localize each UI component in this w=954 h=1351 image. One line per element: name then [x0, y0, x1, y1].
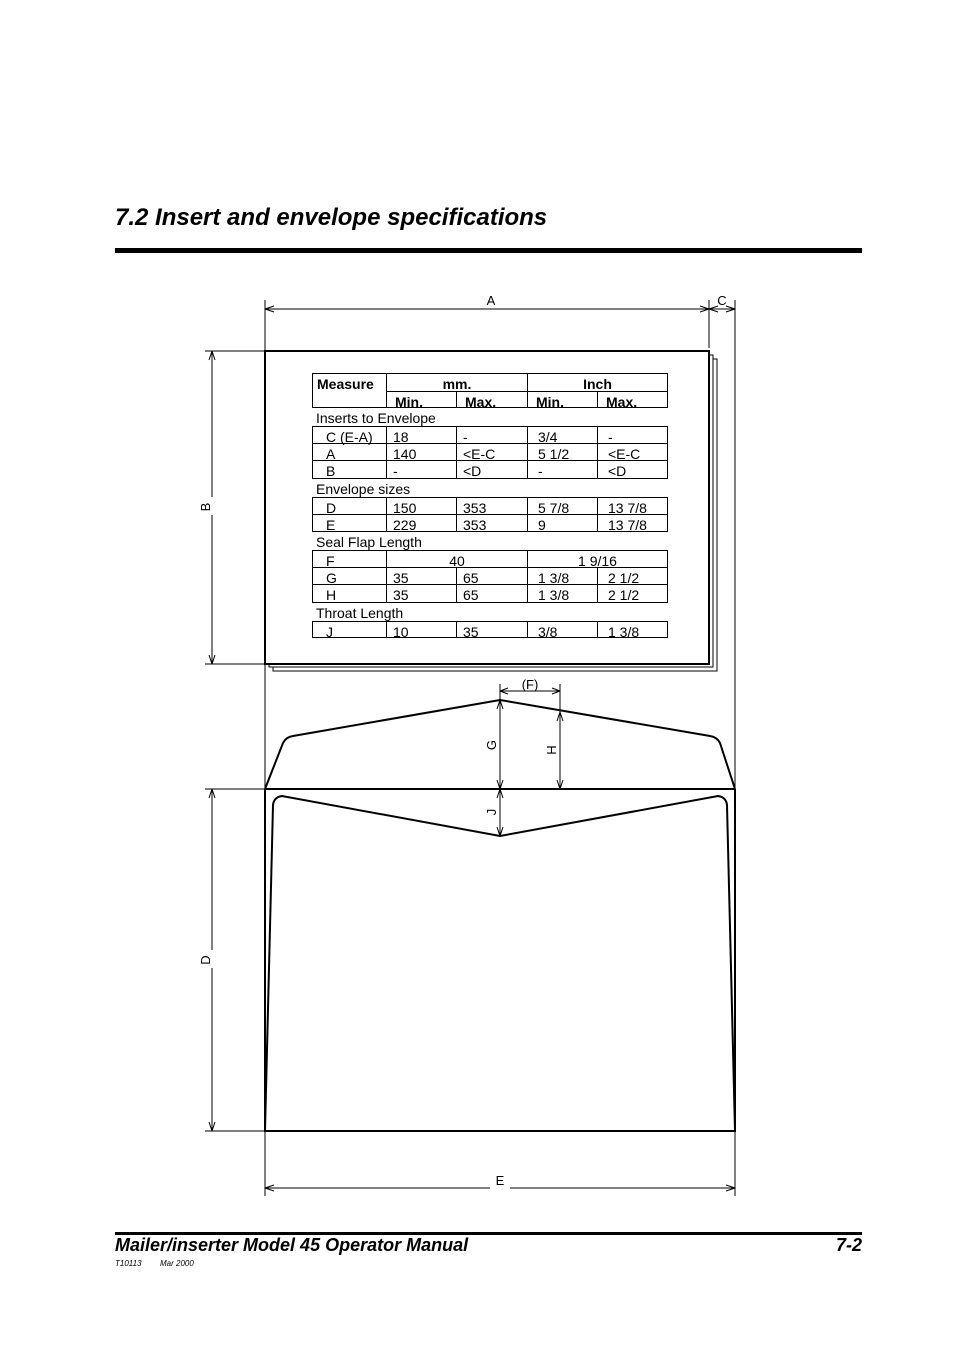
inch-max-cell: 2 1/2 — [598, 585, 668, 603]
table-row — [312, 550, 668, 568]
label-h: H — [544, 745, 559, 755]
document-date: Mar 2000 — [160, 1259, 194, 1268]
measure-cell: B — [312, 461, 387, 479]
inch-header: Inch — [528, 373, 668, 391]
measure-cell: C (E-A) — [312, 426, 387, 444]
inch-max-cell: <D — [598, 461, 668, 479]
mm-min-cell: 140 — [387, 444, 457, 462]
inch-min-header: Min. — [528, 391, 598, 409]
inch-min-cell: 5 7/8 — [528, 497, 598, 515]
table-row — [312, 497, 668, 515]
table-section-row — [312, 532, 668, 550]
inch-min-cell: 5 1/2 — [528, 444, 598, 462]
mm-header: mm. — [387, 373, 528, 391]
table-body — [312, 408, 668, 638]
mm-max-cell: <D — [457, 461, 528, 479]
inch-max-cell: <E-C — [598, 444, 668, 462]
mm-value-cell: 40 — [387, 550, 528, 568]
page-number: 7-2 — [835, 1235, 862, 1255]
mm-max-cell: 353 — [457, 515, 528, 533]
label-d: D — [198, 955, 213, 965]
measure-cell: F — [312, 550, 387, 568]
inch-min-cell: 9 — [528, 515, 598, 533]
label-c: C — [717, 293, 727, 308]
label-f: (F) — [521, 677, 539, 692]
mm-min-cell: 35 — [387, 585, 457, 603]
label-j: J — [484, 808, 499, 816]
measure-cell: G — [312, 568, 387, 586]
mm-max-cell: - — [457, 426, 528, 444]
table-subheader-row — [312, 391, 668, 409]
label-b: B — [198, 502, 213, 512]
inch-value-cell: 1 9/16 — [528, 550, 668, 568]
envelope-throat — [265, 796, 735, 1131]
table-row — [312, 461, 668, 479]
table-row — [312, 585, 668, 603]
measure-cell: E — [312, 515, 387, 533]
measure-cell: H — [312, 585, 387, 603]
mm-min-header: Min. — [387, 391, 457, 409]
section-title: 7.2 Insert and envelope specifications — [115, 204, 548, 231]
envelope-body — [265, 789, 735, 1131]
section-title: Inserts to Envelope — [316, 410, 436, 427]
manual-title: Mailer/inserter Model 45 Operator Manual — [115, 1235, 469, 1255]
measure-header: Measure — [312, 373, 387, 391]
label-e: E — [495, 1173, 505, 1188]
inch-min-cell: 3/8 — [528, 621, 598, 639]
inch-max-cell: 2 1/2 — [598, 568, 668, 586]
inch-max-cell: 1 3/8 — [598, 621, 668, 639]
table-row — [312, 426, 668, 444]
section-title: Envelope sizes — [316, 481, 411, 498]
mm-max-cell: 65 — [457, 585, 528, 603]
label-g: G — [484, 739, 499, 751]
inch-max-cell: 13 7/8 — [598, 515, 668, 533]
mm-max-cell: <E-C — [457, 444, 528, 462]
mm-max-cell: 353 — [457, 497, 528, 515]
table-row — [312, 444, 668, 462]
mm-max-header: Max. — [457, 391, 528, 409]
mm-min-cell: 229 — [387, 515, 457, 533]
inch-max-cell: - — [598, 426, 668, 444]
mm-min-cell: 150 — [387, 497, 457, 515]
inch-min-cell: 1 3/8 — [528, 585, 598, 603]
mm-min-cell: 10 — [387, 621, 457, 639]
table-header-row — [312, 373, 668, 391]
measure-cell: D — [312, 497, 387, 515]
table-row — [312, 621, 668, 639]
measure-header-spacer — [312, 391, 387, 409]
mm-max-cell: 65 — [457, 568, 528, 586]
table-section-row — [312, 479, 668, 497]
table-section-row — [312, 408, 668, 426]
inch-min-cell: - — [528, 461, 598, 479]
measure-cell: A — [312, 444, 387, 462]
inch-max-header: Max. — [598, 391, 668, 409]
table-row — [312, 568, 668, 586]
measure-cell: J — [312, 621, 387, 639]
table-section-row — [312, 603, 668, 621]
mm-max-cell: 35 — [457, 621, 528, 639]
spec-table — [312, 373, 668, 638]
table-row — [312, 515, 668, 533]
document-code: T10113 — [115, 1259, 142, 1268]
label-a: A — [486, 293, 496, 308]
mm-min-cell: 35 — [387, 568, 457, 586]
inch-min-cell: 3/4 — [528, 426, 598, 444]
mm-min-cell: 18 — [387, 426, 457, 444]
inch-min-cell: 1 3/8 — [528, 568, 598, 586]
section-title: Seal Flap Length — [316, 534, 422, 551]
mm-min-cell: - — [387, 461, 457, 479]
section-title: Throat Length — [316, 604, 404, 621]
inch-max-cell: 13 7/8 — [598, 497, 668, 515]
